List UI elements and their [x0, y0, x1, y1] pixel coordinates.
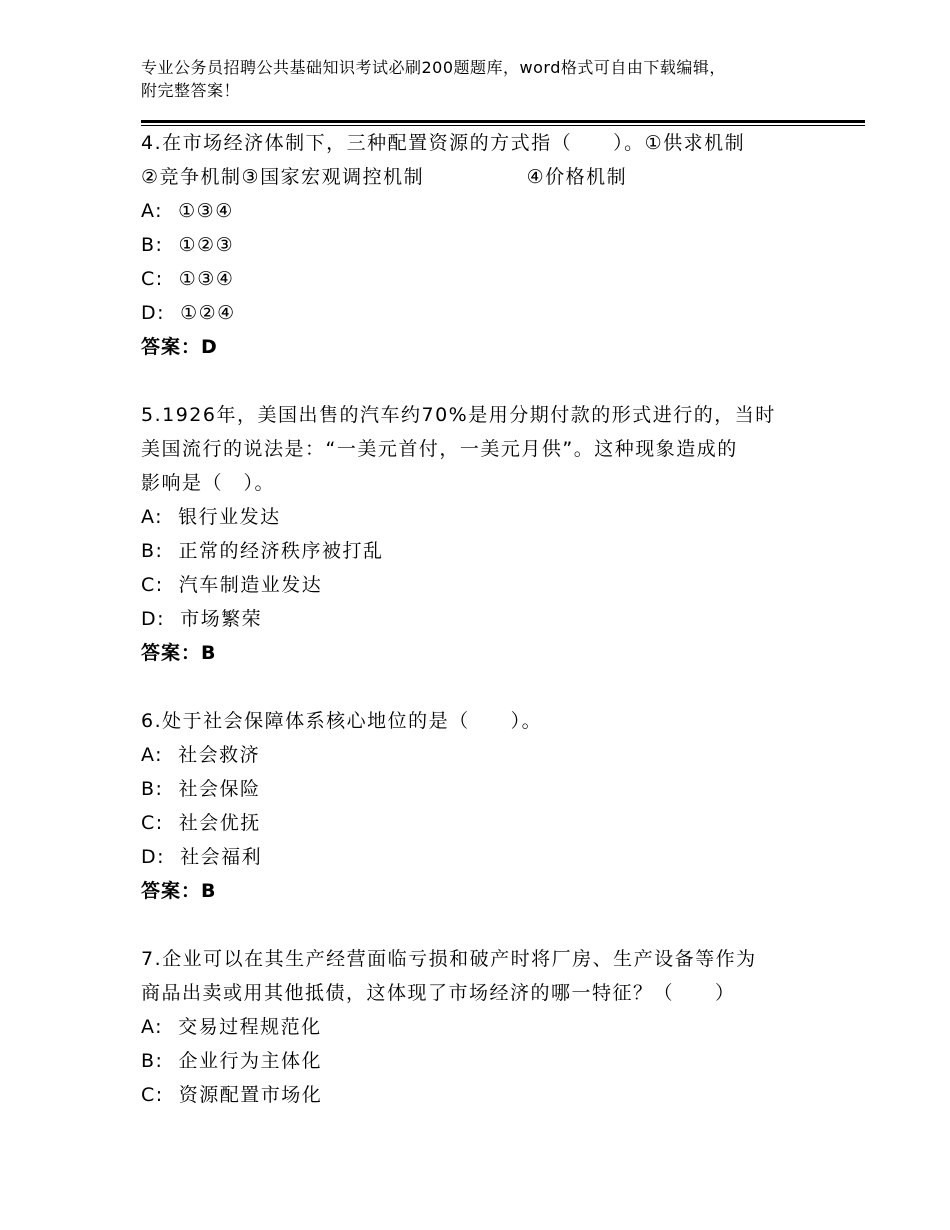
option-d: D: ①②④: [141, 302, 236, 324]
spacer: [141, 908, 841, 942]
question-text: 7.企业可以在其生产经营面临亏损和破产时将厂房、生产设备等作为: [141, 948, 757, 970]
header-line: 附完整答案！: [141, 81, 241, 100]
question-text: 影响是（ ）。: [141, 472, 276, 494]
question-text: 6.处于社会保障体系核心地位的是（ ）。: [141, 710, 543, 732]
option-c: C: ①③④: [141, 268, 235, 290]
option-b: B: 正常的经济秩序被打乱: [141, 540, 384, 562]
option-c: C: 资源配置市场化: [141, 1084, 323, 1106]
option-a: A: ①③④: [141, 200, 234, 222]
question-5: [141, 398, 841, 670]
option-a: A: 银行业发达: [141, 506, 281, 528]
option-c: C: 汽车制造业发达: [141, 574, 323, 596]
question-text: 5.1926年，美国出售的汽车约70%是用分期付款的形式进行的，当时: [141, 404, 776, 426]
option-a: A: 社会救济: [141, 744, 261, 766]
question-6: [141, 704, 841, 908]
answer-line: 答案：D: [141, 336, 218, 358]
question-text: ②竞争机制③国家宏观调控机制 ④价格机制: [141, 166, 628, 188]
spacer: [141, 670, 841, 704]
answer-line: 答案：B: [141, 642, 217, 664]
option-b: B: 企业行为主体化: [141, 1050, 323, 1072]
option-c: C: 社会优抚: [141, 812, 261, 834]
question-list: [141, 126, 841, 1112]
question-4: [141, 126, 841, 364]
answer-line: 答案：B: [141, 880, 217, 902]
question-text: 商品出卖或用其他抵债，这体现了市场经济的哪一特征？（ ）: [141, 982, 736, 1004]
document-header: [141, 56, 841, 102]
question-text: 美国流行的说法是：“一美元首付，一美元月供”。这种现象造成的: [141, 438, 738, 460]
option-a: A: 交易过程规范化: [141, 1016, 322, 1038]
question-text: 4.在市场经济体制下，三种配置资源的方式指（ ）。①供求机制: [141, 132, 746, 154]
option-b: B: ①②③: [141, 234, 235, 256]
option-b: B: 社会保险: [141, 778, 261, 800]
header-line: 专业公务员招聘公共基础知识考试必刷200题题库，word格式可自由下载编辑，: [141, 58, 726, 77]
spacer: [141, 364, 841, 398]
option-d: D: 市场繁荣: [141, 608, 263, 630]
header-divider-thick: [141, 120, 865, 123]
option-d: D: 社会福利: [141, 846, 263, 868]
question-7: [141, 942, 841, 1112]
